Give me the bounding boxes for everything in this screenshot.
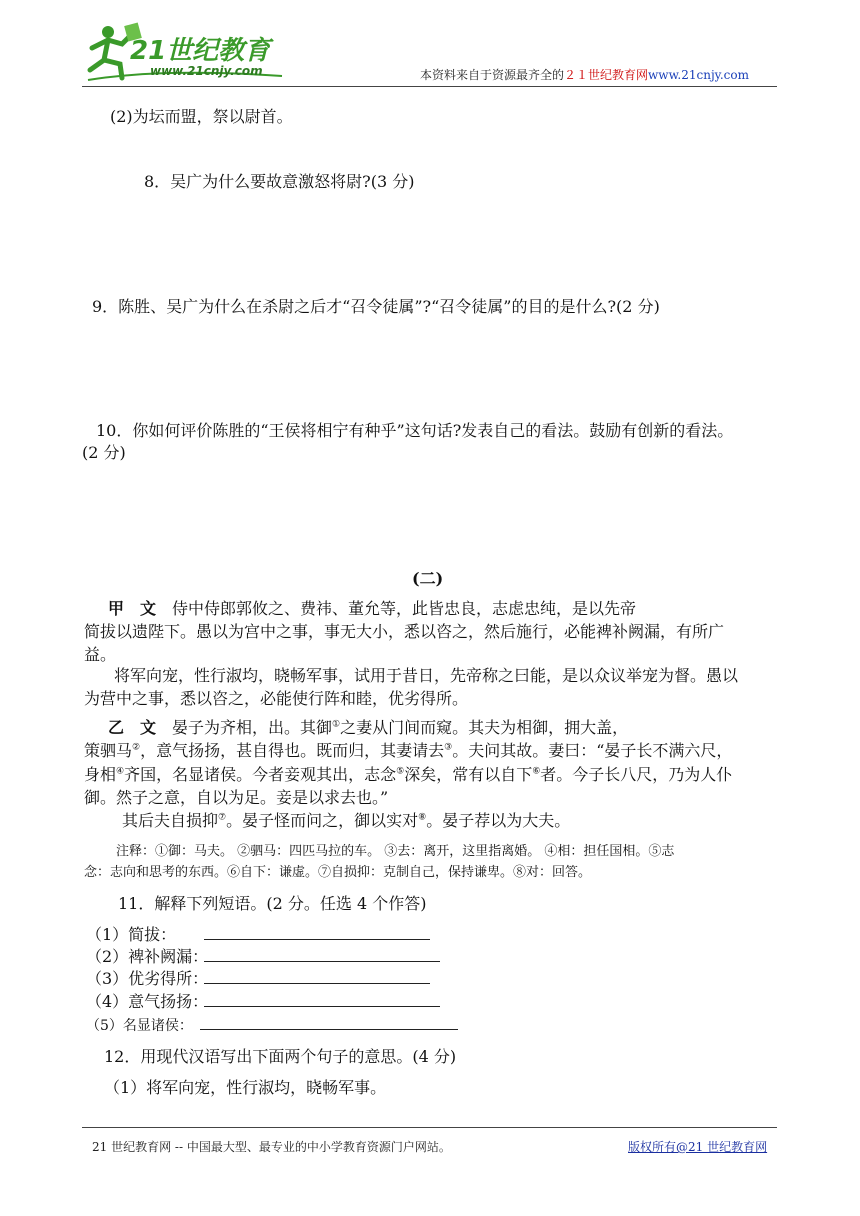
- passage-yi-line-1: 乙 文 晏子为齐相，出。其御①之妻从门间而窥。其夫为相御，拥大盖，: [108, 718, 629, 737]
- footnote-mark: ⑧: [418, 812, 427, 823]
- passage-jia-line-3: 益。: [84, 645, 117, 664]
- passage-jia-line-1: 甲 文 侍中侍郎郭攸之、费祎、董允等，此皆忠良，志虑忠纯，是以先帝: [108, 599, 637, 618]
- copyright-link[interactable]: 版权所有@21 世纪教育网: [628, 1140, 768, 1154]
- answer-blank[interactable]: [200, 1015, 458, 1030]
- passage-jia-line-4: 将军向宠，性行淑均，晓畅军事，试用于昔日，先帝称之曰能，是以众议举宠为督。愚以: [114, 666, 739, 685]
- question-12-item-1: （1）将军向宠，性行淑均，晓畅军事。: [104, 1078, 387, 1097]
- footnote-mark: ②: [132, 742, 141, 753]
- question-12: 12．用现代汉语写出下面两个句子的意思。(4 分): [104, 1047, 457, 1066]
- question-10-score: (2 分): [82, 443, 126, 462]
- question-9: 9．陈胜、吴广为什么在杀尉之后才“召令徒属”?“召令徒属”的目的是什么?(2 分): [92, 297, 660, 316]
- footnote-mark: ③: [444, 742, 453, 753]
- question-11-item-1: （1）简拔：: [86, 924, 430, 946]
- passage-yi-line-3: 身相④齐国，名显诸侯。今者妾观其出，志念⑤深矣，常有以自下⑥者。今子长八尺，乃为人仆: [84, 765, 733, 784]
- answer-blank[interactable]: [204, 992, 440, 1007]
- question-11-item-4: （4）意气扬扬：: [86, 991, 440, 1013]
- answer-blank[interactable]: [204, 969, 430, 984]
- question-11-item-5: （5）名显诸侯：: [86, 1015, 458, 1036]
- logo-text: 21世纪教育: [130, 36, 271, 66]
- text-line: (2)为坛而盟，祭以尉首。: [110, 107, 293, 126]
- footnote-mark: ⑤: [396, 766, 405, 777]
- passage-yi-line-5: 其后夫自损抑⑦。晏子怪而问之，御以实对⑧。晏子荐以为大夫。: [122, 811, 571, 830]
- passage-jia-line-5: 为营中之事，悉以咨之，必能使行阵和睦，优劣得所。: [84, 689, 469, 708]
- question-11-item-2: （2）裨补阙漏：: [86, 946, 440, 968]
- annotation-line-2: 念：志向和思考的东西。⑥自下：谦虚。⑦自损抑：克制自己，保持谦卑。⑧对：回答。: [84, 865, 592, 880]
- footnote-mark: ①: [332, 719, 341, 730]
- passage-yi-line-2: 策驷马②，意气扬扬，甚自得也。既而归，其妻请去③。夫问其故。妻曰：“晏子长不满六尺，: [84, 741, 733, 760]
- logo-url: www.21cnjy.com: [150, 64, 263, 78]
- footnote-mark: ④: [116, 766, 125, 777]
- question-11: 11．解释下列短语。(2 分。任选 4 个作答): [118, 894, 427, 913]
- site-url-link[interactable]: www.21cnjy.com: [648, 68, 749, 82]
- footer-divider: [82, 1127, 777, 1128]
- passage-jia-line-2: 简拔以遗陛下。愚以为宫中之事，事无大小，悉以咨之，然后施行，必能裨补阙漏，有所广: [84, 622, 725, 641]
- answer-blank[interactable]: [204, 925, 430, 940]
- footnote-mark: ⑦: [218, 812, 227, 823]
- footer-tagline: 21 世纪教育网 -- 中国最大型、最专业的中小学教育资源门户网站。: [92, 1140, 451, 1154]
- answer-blank[interactable]: [204, 947, 440, 962]
- section-title: (二): [412, 569, 444, 588]
- question-8: 8．吴广为什么要故意激怒将尉?(3 分): [144, 172, 415, 191]
- passage-yi-line-4: 御。然子之意，自以为足。妾是以求去也。”: [84, 788, 389, 807]
- header-divider: [82, 86, 777, 87]
- brand-link[interactable]: ２１世纪教育网: [564, 68, 649, 82]
- annotation-line-1: 注释：①御：马夫。 ②驷马：四匹马拉的车。 ③去：离开，这里指离婚。 ④相：担任国相。⑤志: [116, 844, 675, 859]
- question-10: 10．你如何评价陈胜的“王侯将相宁有种乎”这句话?发表自己的看法。鼓励有创新的看法。: [96, 421, 734, 440]
- header-source: 本资料来自于资源最齐全的２１世纪教育网www.21cnjy.com: [420, 68, 749, 82]
- footnote-mark: ⑥: [532, 766, 541, 777]
- question-11-item-3: （3）优劣得所：: [86, 968, 430, 990]
